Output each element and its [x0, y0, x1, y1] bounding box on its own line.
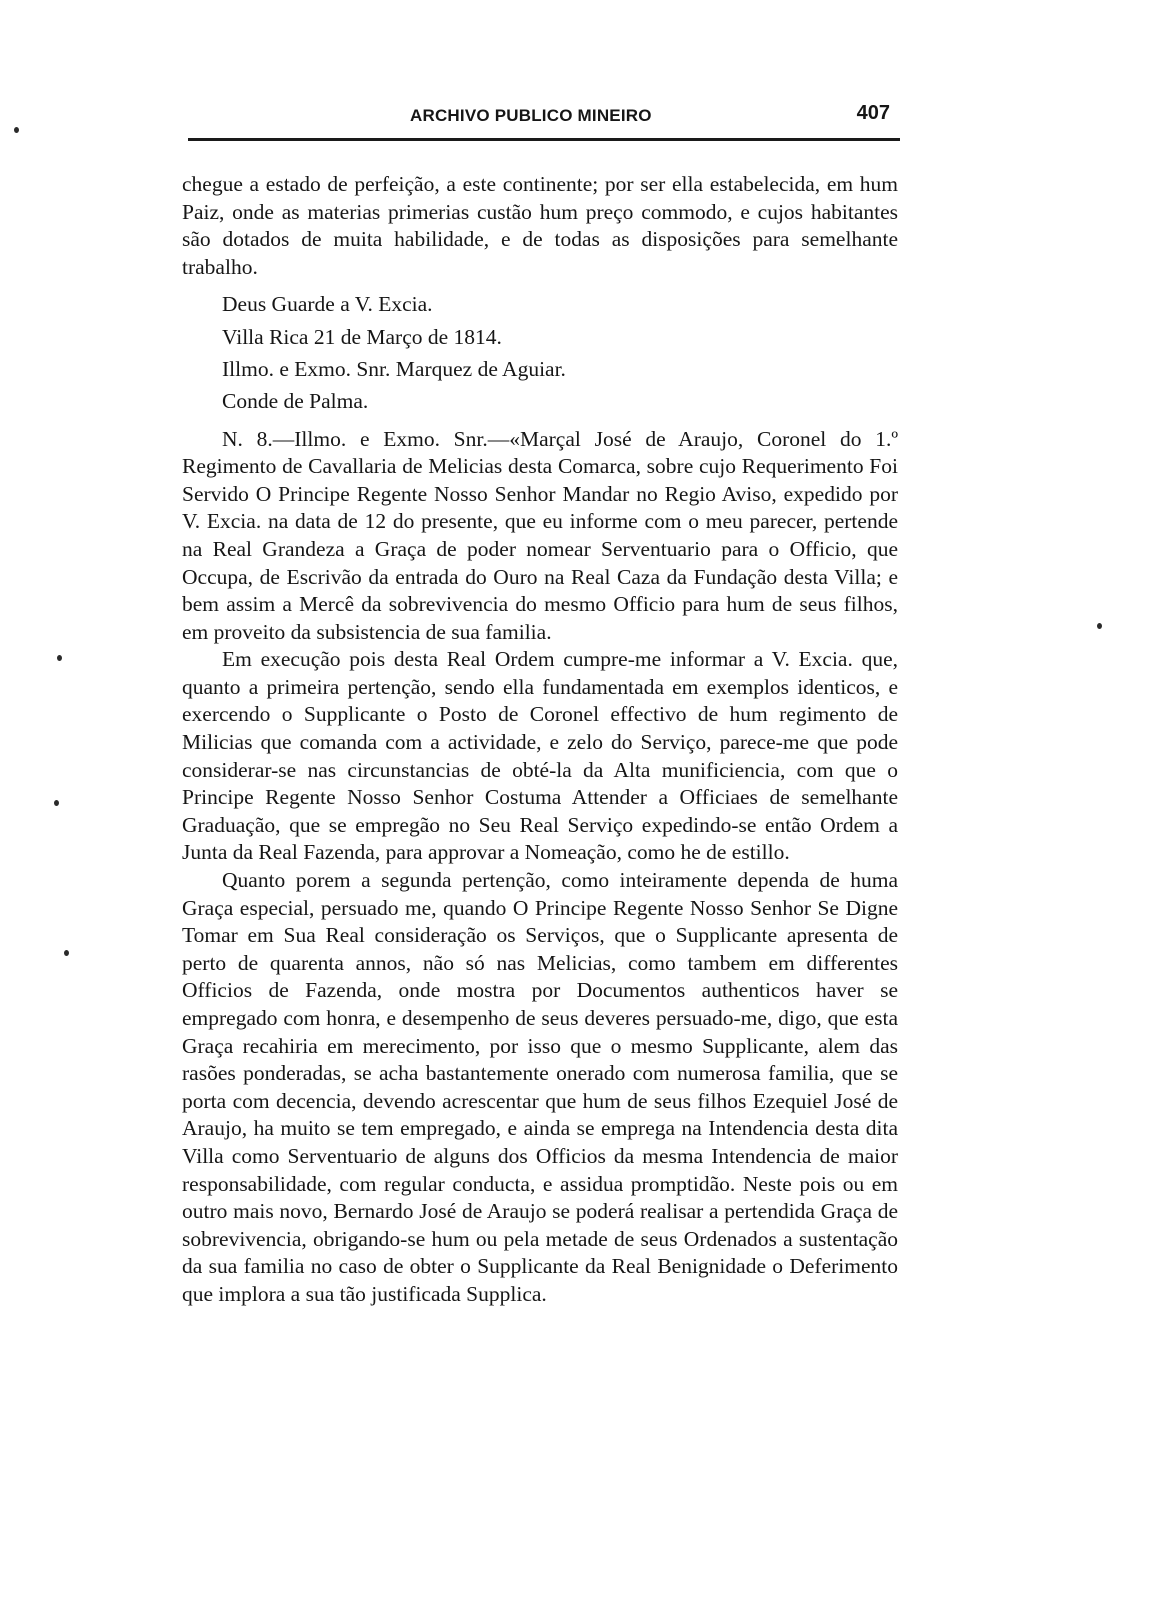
page-number: 407: [856, 102, 890, 124]
paragraph-continuation: chegue a estado de perfeição, a este continente; por ser ella estabelecida, em hum Paiz, onde as materias primerias custão hum preço commodo, e cujos habitantes são dotados de muita habilidade, e de todas as disposições para semelhante trabalho.: [182, 172, 898, 279]
paragraph-second-request: Quanto porem a segunda pertenção, como inteiramente dependa de huma Graça especial, persuado me, quando O Principe Regente Nosso Senhor Se Digne Tomar em Sua Real consideração os Serviços, que o Supplicante apresenta de perto de quarenta annos, não só nas Melicias, como tambem em differentes Officios de Fazenda, onde mostra por Documentos authenticos haver se empregado com honra, e desempenho de seus deveres persuado-me, digo, que esta Graça recahiria em merecimento, por isso que o mesmo Supplicante, alem das rasões ponderadas, se acha bastantemente onerado com numerosa familia, que se porta com decencia, devendo acrescentar que hum de seus filhos Ezequiel José de Araujo, ha muito se tem empregado, e ainda se emprega na Intendencia desta dita Villa como Serventuario de alguns dos Officios da mesma Intendencia de maior responsabilidade, com regular conducta, e assidua promptidão. Neste pois ou em outro mais novo, Bernardo José de Araujo se poderá realisar a pertendida Graça de sobrevivencia, obrigando-se hum ou pela metade de seus Ordenados a sustentação da sua familia no caso de obter o Supplicante da Real Benignidade o Deferimento que implora a sua tão justificada Supplica.: [182, 868, 898, 1306]
running-title: ARCHIVO PUBLICO MINEIRO: [410, 106, 652, 125]
closing-signature: Conde de Palma.: [222, 388, 369, 413]
closing-salutation: Deus Guarde a V. Excia.: [222, 292, 433, 317]
page-header: [188, 94, 900, 130]
scan-speck: [54, 800, 59, 806]
closing-addressee: Illmo. e Exmo. Snr. Marquez de Aguiar.: [222, 356, 566, 381]
header-rule: [188, 138, 900, 141]
paragraph-letter-8: N. 8.—Illmo. e Exmo. Snr.—«Marçal José de Araujo, Coronel do 1.º Regimento de Cavallaria de Melicias desta Comarca, sobre cujo Requerimento Foi Servido O Principe Regente Nosso Senhor Mandar no Regio Aviso, expedido por V. Excia. na data de 12 do presente, que eu informe com o meu parecer, pertende na Real Grandeza a Graça de poder nomear Serventuario para o Officio, que Occupa, de Escrivão da entrada do Ouro na Real Caza da Fundação desta Villa; e bem assim a Mercê da sobrevivencia do mesmo Officio para hum de seus filhos, em proveito da subsistencia de sua familia.: [182, 426, 898, 644]
document-body: [182, 171, 898, 1309]
scan-speck: [64, 950, 69, 956]
scan-speck: [57, 655, 62, 661]
scan-speck: [14, 127, 19, 133]
closing-place-date: Villa Rica 21 de Março de 1814.: [222, 324, 502, 349]
scan-speck: [1097, 623, 1102, 629]
paragraph-execution: Em execução pois desta Real Ordem cumpre-me informar a V. Excia. que, quanto a primeira pertenção, sendo ella fundamentada em exemplos identicos, e exercendo o Supplicante o Posto de Coronel effectivo de hum regimento de Milicias que comanda com a actividade, e zelo do Serviço, parece-me que pode considerar-se nas circunstancias de obté-la da Alta munificiencia, com que o Principe Regente Nosso Senhor Costuma Attender a Officiaes de semelhante Graduação, que se empregão no Seu Real Serviço expedindo-se então Ordem a Junta da Real Fazenda, para approvar a Nomeação, como he de estillo.: [182, 647, 898, 865]
